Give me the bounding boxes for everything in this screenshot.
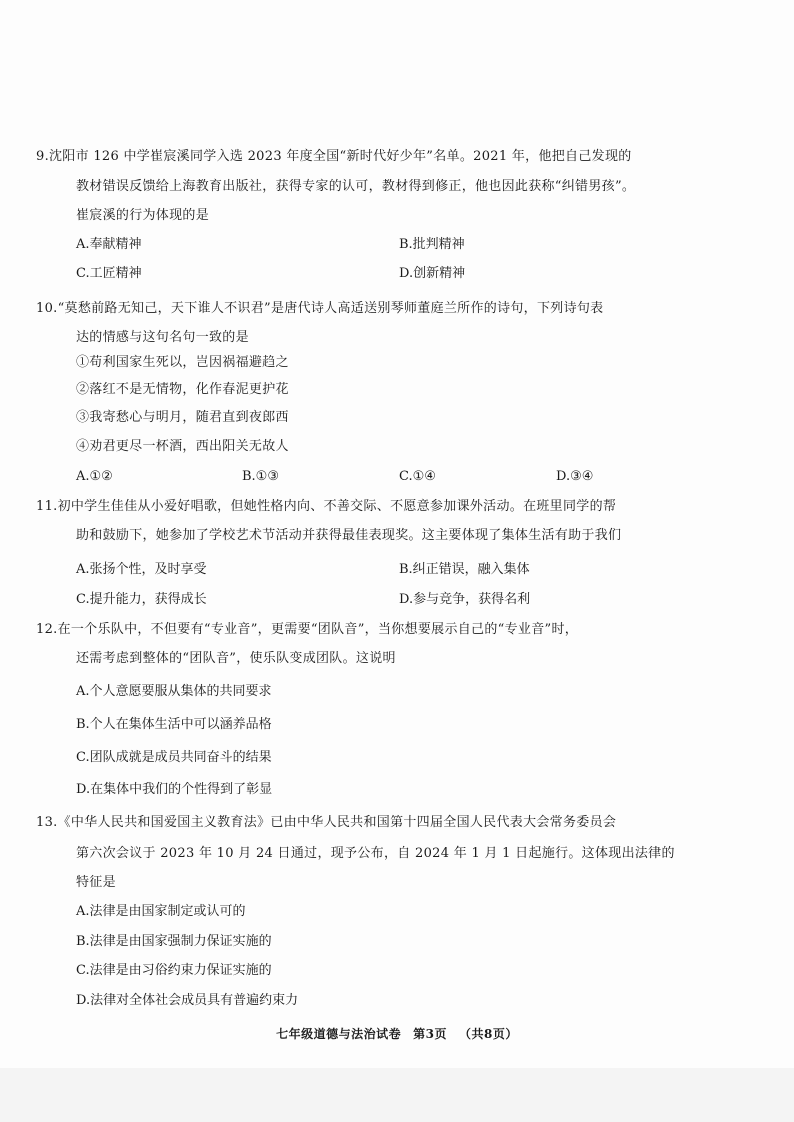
q11-stem-line-2: 助和鼓励下，她参加了学校艺术节活动并获得最佳表现奖。这主要体现了集体生活有助于我们 — [76, 528, 622, 543]
q13-option-d: D.法律对全体社会成员具有普遍约束力 — [76, 993, 299, 1008]
q11-option-a: A.张扬个性，及时享受 — [76, 562, 207, 577]
q9-option-c: C.工匠精神 — [76, 266, 142, 281]
q13-stem-line-2: 第六次会议于 2023 年 10 月 24 日通过，现予公布，自 2024 年 1 月 1 日起施行。这体现出法律的 — [76, 846, 675, 861]
q12-option-c: C.团队成就是成员共同奋斗的结果 — [76, 750, 272, 765]
q10-item-3: ③我寄愁心与明月，随君直到夜郎西 — [76, 410, 289, 425]
q12-option-a: A.个人意愿要服从集体的共同要求 — [76, 684, 272, 699]
q9-option-a: A.奉献精神 — [76, 237, 142, 252]
q9-stem-line-1: 9.沈阳市 126 中学崔宸溪同学入选 2023 年度全国“新时代好少年”名单。2021 年，他把自己发现的 — [36, 149, 632, 164]
q12-stem-line-1: 12.在一个乐队中，不但要有“专业音”，更需要“团队音”，当你想要展示自己的“专业音”时， — [36, 622, 579, 637]
q11-option-b: B.纠正错误，融入集体 — [399, 562, 530, 577]
q12-stem-line-2: 还需考虑到整体的“团队音”，使乐队变成团队。这说明 — [76, 651, 396, 666]
q13-option-b: B.法律是由国家强制力保证实施的 — [76, 934, 272, 949]
q10-item-1: ①苟利国家生死以，岂因祸福避趋之 — [76, 355, 289, 370]
q10-option-a: A.①② — [76, 469, 113, 484]
scan-margin — [0, 1068, 794, 1122]
q9-option-d: D.创新精神 — [399, 266, 466, 281]
q10-item-4: ④劝君更尽一杯酒，西出阳关无故人 — [76, 439, 289, 454]
q11-option-d: D.参与竞争，获得名利 — [399, 592, 531, 607]
q9-stem-line-3: 崔宸溪的行为体现的是 — [76, 208, 210, 223]
footer-page-number: 第3页 — [413, 1027, 447, 1041]
page-footer — [0, 1025, 794, 1042]
footer-total-pages: （共8页） — [459, 1027, 518, 1041]
q9-option-b: B.批判精神 — [399, 237, 465, 252]
q9-stem-line-2: 教材错误反馈给上海教育出版社，获得专家的认可，教材得到修正，他也因此获称“纠错男孩”。 — [76, 179, 636, 194]
q13-option-c: C.法律是由习俗约束力保证实施的 — [76, 963, 272, 978]
q10-item-2: ②落红不是无情物，化作春泥更护花 — [76, 382, 289, 397]
footer-subject: 七年级道德与法治试卷 — [276, 1027, 402, 1041]
q10-stem-line-1: 10.“莫愁前路无知己，天下谁人不识君”是唐代诗人高适送别琴师董庭兰所作的诗句，下列诗句表 — [36, 301, 604, 316]
q10-option-b: B.①③ — [242, 469, 279, 484]
q12-option-b: B.个人在集体生活中可以涵养品格 — [76, 717, 272, 732]
q13-option-a: A.法律是由国家制定或认可的 — [76, 904, 246, 919]
q13-stem-line-3: 特征是 — [76, 875, 116, 890]
q13-stem-line-1: 13.《中华人民共和国爱国主义教育法》已由中华人民共和国第十四届全国人民代表大会常务委员会 — [36, 815, 617, 830]
q10-option-c: C.①④ — [399, 469, 436, 484]
q12-option-d: D.在集体中我们的个性得到了彰显 — [76, 782, 273, 797]
q11-stem-line-1: 11.初中学生佳佳从小爱好唱歌，但她性格内向、不善交际、不愿意参加课外活动。在班里同学的帮 — [36, 499, 617, 514]
q10-stem-line-2: 达的情感与这句名句一致的是 — [76, 330, 249, 345]
q11-option-c: C.提升能力，获得成长 — [76, 592, 207, 607]
q10-option-d: D.③④ — [556, 469, 594, 484]
